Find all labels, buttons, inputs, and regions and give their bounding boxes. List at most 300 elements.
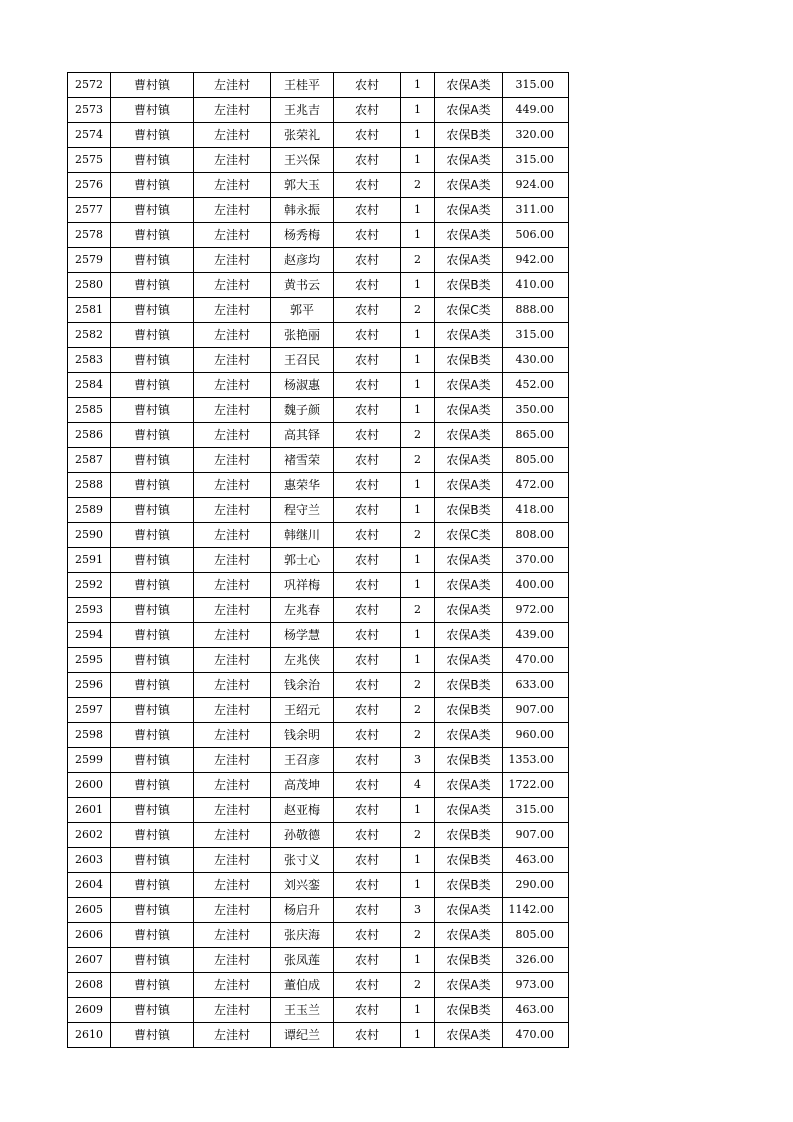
table-row: [68, 398, 569, 423]
person-count-cell: 1: [401, 548, 435, 573]
household-type-cell: 农村: [334, 798, 401, 823]
category-cell: 农保A类: [435, 323, 503, 348]
row-id-cell: 2599: [68, 748, 111, 773]
town-cell: 曹村镇: [111, 623, 194, 648]
table-row: [68, 973, 569, 998]
town-cell: 曹村镇: [111, 723, 194, 748]
person-count-cell: 2: [401, 523, 435, 548]
category-cell: 农保A类: [435, 1023, 503, 1048]
name-cell: 王兆吉: [271, 98, 334, 123]
table-row: [68, 873, 569, 898]
person-count-cell: 1: [401, 273, 435, 298]
person-count-cell: 3: [401, 898, 435, 923]
category-cell: 农保B类: [435, 873, 503, 898]
amount-cell: 924.00: [503, 173, 569, 198]
category-cell: 农保B类: [435, 948, 503, 973]
amount-cell: 290.00: [503, 873, 569, 898]
name-cell: 王绍元: [271, 698, 334, 723]
person-count-cell: 1: [401, 573, 435, 598]
row-id-cell: 2581: [68, 298, 111, 323]
category-cell: 农保B类: [435, 823, 503, 848]
person-count-cell: 3: [401, 748, 435, 773]
name-cell: 郭大玉: [271, 173, 334, 198]
row-id-cell: 2601: [68, 798, 111, 823]
category-cell: 农保A类: [435, 423, 503, 448]
amount-cell: 633.00: [503, 673, 569, 698]
amount-cell: 1353.00: [503, 748, 569, 773]
name-cell: 郭平: [271, 298, 334, 323]
household-type-cell: 农村: [334, 948, 401, 973]
row-id-cell: 2600: [68, 773, 111, 798]
village-cell: 左洼村: [194, 498, 271, 523]
amount-cell: 960.00: [503, 723, 569, 748]
village-cell: 左洼村: [194, 723, 271, 748]
row-id-cell: 2596: [68, 673, 111, 698]
row-id-cell: 2586: [68, 423, 111, 448]
town-cell: 曹村镇: [111, 923, 194, 948]
name-cell: 郭士心: [271, 548, 334, 573]
category-cell: 农保A类: [435, 548, 503, 573]
name-cell: 杨秀梅: [271, 223, 334, 248]
town-cell: 曹村镇: [111, 223, 194, 248]
category-cell: 农保A类: [435, 98, 503, 123]
village-cell: 左洼村: [194, 323, 271, 348]
town-cell: 曹村镇: [111, 498, 194, 523]
amount-cell: 506.00: [503, 223, 569, 248]
household-type-cell: 农村: [334, 498, 401, 523]
village-cell: 左洼村: [194, 673, 271, 698]
table-row: [68, 623, 569, 648]
table-row: [68, 898, 569, 923]
person-count-cell: 2: [401, 598, 435, 623]
category-cell: 农保A类: [435, 173, 503, 198]
household-type-cell: 农村: [334, 198, 401, 223]
name-cell: 王桂平: [271, 73, 334, 98]
household-type-cell: 农村: [334, 473, 401, 498]
category-cell: 农保A类: [435, 648, 503, 673]
person-count-cell: 1: [401, 98, 435, 123]
person-count-cell: 1: [401, 498, 435, 523]
amount-cell: 805.00: [503, 448, 569, 473]
village-cell: 左洼村: [194, 548, 271, 573]
table-row: [68, 823, 569, 848]
category-cell: 农保A类: [435, 798, 503, 823]
amount-cell: 350.00: [503, 398, 569, 423]
category-cell: 农保C类: [435, 523, 503, 548]
town-cell: 曹村镇: [111, 148, 194, 173]
category-cell: 农保A类: [435, 223, 503, 248]
table-row: [68, 98, 569, 123]
row-id-cell: 2593: [68, 598, 111, 623]
table-row: [68, 673, 569, 698]
village-cell: 左洼村: [194, 573, 271, 598]
name-cell: 杨学慧: [271, 623, 334, 648]
village-cell: 左洼村: [194, 823, 271, 848]
amount-cell: 973.00: [503, 973, 569, 998]
person-count-cell: 2: [401, 298, 435, 323]
household-type-cell: 农村: [334, 848, 401, 873]
amount-cell: 470.00: [503, 1023, 569, 1048]
row-id-cell: 2606: [68, 923, 111, 948]
town-cell: 曹村镇: [111, 798, 194, 823]
category-cell: 农保A类: [435, 373, 503, 398]
town-cell: 曹村镇: [111, 698, 194, 723]
category-cell: 农保B类: [435, 698, 503, 723]
household-type-cell: 农村: [334, 698, 401, 723]
household-type-cell: 农村: [334, 648, 401, 673]
table-row: [68, 73, 569, 98]
amount-cell: 972.00: [503, 598, 569, 623]
village-cell: 左洼村: [194, 273, 271, 298]
name-cell: 惠荣华: [271, 473, 334, 498]
person-count-cell: 1: [401, 998, 435, 1023]
name-cell: 王召彦: [271, 748, 334, 773]
row-id-cell: 2587: [68, 448, 111, 473]
table-row: [68, 773, 569, 798]
table-row: [68, 923, 569, 948]
category-cell: 农保B类: [435, 748, 503, 773]
row-id-cell: 2578: [68, 223, 111, 248]
amount-cell: 463.00: [503, 998, 569, 1023]
town-cell: 曹村镇: [111, 773, 194, 798]
category-cell: 农保A类: [435, 773, 503, 798]
household-type-cell: 农村: [334, 898, 401, 923]
household-type-cell: 农村: [334, 173, 401, 198]
amount-cell: 470.00: [503, 648, 569, 673]
category-cell: 农保A类: [435, 198, 503, 223]
name-cell: 杨启升: [271, 898, 334, 923]
person-count-cell: 1: [401, 848, 435, 873]
household-type-cell: 农村: [334, 273, 401, 298]
row-id-cell: 2585: [68, 398, 111, 423]
village-cell: 左洼村: [194, 798, 271, 823]
amount-cell: 410.00: [503, 273, 569, 298]
name-cell: 张庆海: [271, 923, 334, 948]
household-type-cell: 农村: [334, 323, 401, 348]
person-count-cell: 1: [401, 373, 435, 398]
person-count-cell: 1: [401, 198, 435, 223]
town-cell: 曹村镇: [111, 73, 194, 98]
household-type-cell: 农村: [334, 873, 401, 898]
village-cell: 左洼村: [194, 348, 271, 373]
row-id-cell: 2575: [68, 148, 111, 173]
village-cell: 左洼村: [194, 98, 271, 123]
row-id-cell: 2573: [68, 98, 111, 123]
household-type-cell: 农村: [334, 723, 401, 748]
name-cell: 王玉兰: [271, 998, 334, 1023]
town-cell: 曹村镇: [111, 873, 194, 898]
person-count-cell: 1: [401, 873, 435, 898]
row-id-cell: 2590: [68, 523, 111, 548]
name-cell: 王召民: [271, 348, 334, 373]
person-count-cell: 2: [401, 973, 435, 998]
town-cell: 曹村镇: [111, 348, 194, 373]
category-cell: 农保A类: [435, 148, 503, 173]
town-cell: 曹村镇: [111, 473, 194, 498]
row-id-cell: 2582: [68, 323, 111, 348]
name-cell: 赵亚梅: [271, 798, 334, 823]
town-cell: 曹村镇: [111, 948, 194, 973]
village-cell: 左洼村: [194, 1023, 271, 1048]
amount-cell: 400.00: [503, 573, 569, 598]
amount-cell: 315.00: [503, 798, 569, 823]
category-cell: 农保A类: [435, 73, 503, 98]
category-cell: 农保A类: [435, 898, 503, 923]
village-cell: 左洼村: [194, 898, 271, 923]
town-cell: 曹村镇: [111, 748, 194, 773]
row-id-cell: 2595: [68, 648, 111, 673]
household-type-cell: 农村: [334, 823, 401, 848]
row-id-cell: 2572: [68, 73, 111, 98]
name-cell: 张寸义: [271, 848, 334, 873]
town-cell: 曹村镇: [111, 848, 194, 873]
amount-cell: 311.00: [503, 198, 569, 223]
table-row: [68, 423, 569, 448]
table-row: [68, 698, 569, 723]
category-cell: 农保A类: [435, 598, 503, 623]
village-cell: 左洼村: [194, 998, 271, 1023]
category-cell: 农保B类: [435, 348, 503, 373]
table-row: [68, 598, 569, 623]
row-id-cell: 2602: [68, 823, 111, 848]
town-cell: 曹村镇: [111, 673, 194, 698]
table-row: [68, 998, 569, 1023]
category-cell: 农保A类: [435, 248, 503, 273]
table-row: [68, 498, 569, 523]
amount-cell: 805.00: [503, 923, 569, 948]
town-cell: 曹村镇: [111, 573, 194, 598]
town-cell: 曹村镇: [111, 373, 194, 398]
town-cell: 曹村镇: [111, 448, 194, 473]
person-count-cell: 1: [401, 123, 435, 148]
category-cell: 农保B类: [435, 998, 503, 1023]
row-id-cell: 2577: [68, 198, 111, 223]
village-cell: 左洼村: [194, 473, 271, 498]
town-cell: 曹村镇: [111, 548, 194, 573]
household-type-cell: 农村: [334, 348, 401, 373]
town-cell: 曹村镇: [111, 323, 194, 348]
town-cell: 曹村镇: [111, 598, 194, 623]
table-row: [68, 198, 569, 223]
household-type-cell: 农村: [334, 598, 401, 623]
name-cell: 刘兴銮: [271, 873, 334, 898]
amount-cell: 370.00: [503, 548, 569, 573]
town-cell: 曹村镇: [111, 198, 194, 223]
table-row: [68, 173, 569, 198]
person-count-cell: 2: [401, 248, 435, 273]
name-cell: 张荣礼: [271, 123, 334, 148]
table-row: [68, 123, 569, 148]
table-row: [68, 573, 569, 598]
person-count-cell: 1: [401, 798, 435, 823]
table-body: [68, 73, 569, 1048]
village-cell: 左洼村: [194, 948, 271, 973]
category-cell: 农保A类: [435, 473, 503, 498]
category-cell: 农保B类: [435, 498, 503, 523]
row-id-cell: 2576: [68, 173, 111, 198]
household-type-cell: 农村: [334, 373, 401, 398]
town-cell: 曹村镇: [111, 823, 194, 848]
village-cell: 左洼村: [194, 173, 271, 198]
household-type-cell: 农村: [334, 523, 401, 548]
town-cell: 曹村镇: [111, 248, 194, 273]
person-count-cell: 1: [401, 148, 435, 173]
name-cell: 高茂坤: [271, 773, 334, 798]
amount-cell: 888.00: [503, 298, 569, 323]
name-cell: 钱余明: [271, 723, 334, 748]
village-cell: 左洼村: [194, 148, 271, 173]
category-cell: 农保A类: [435, 723, 503, 748]
household-type-cell: 农村: [334, 223, 401, 248]
person-count-cell: 1: [401, 1023, 435, 1048]
amount-cell: 326.00: [503, 948, 569, 973]
row-id-cell: 2594: [68, 623, 111, 648]
category-cell: 农保B类: [435, 123, 503, 148]
village-cell: 左洼村: [194, 923, 271, 948]
category-cell: 农保B类: [435, 848, 503, 873]
amount-cell: 439.00: [503, 623, 569, 648]
category-cell: 农保A类: [435, 398, 503, 423]
name-cell: 韩永振: [271, 198, 334, 223]
row-id-cell: 2583: [68, 348, 111, 373]
row-id-cell: 2603: [68, 848, 111, 873]
amount-cell: 315.00: [503, 323, 569, 348]
town-cell: 曹村镇: [111, 998, 194, 1023]
household-type-cell: 农村: [334, 573, 401, 598]
town-cell: 曹村镇: [111, 298, 194, 323]
person-count-cell: 1: [401, 948, 435, 973]
table-row: [68, 748, 569, 773]
category-cell: 农保A类: [435, 923, 503, 948]
town-cell: 曹村镇: [111, 98, 194, 123]
name-cell: 董伯成: [271, 973, 334, 998]
table-row: [68, 648, 569, 673]
village-cell: 左洼村: [194, 398, 271, 423]
household-type-cell: 农村: [334, 1023, 401, 1048]
amount-cell: 320.00: [503, 123, 569, 148]
name-cell: 孙敬德: [271, 823, 334, 848]
town-cell: 曹村镇: [111, 648, 194, 673]
amount-cell: 418.00: [503, 498, 569, 523]
village-cell: 左洼村: [194, 523, 271, 548]
amount-cell: 907.00: [503, 823, 569, 848]
person-count-cell: 2: [401, 423, 435, 448]
town-cell: 曹村镇: [111, 898, 194, 923]
name-cell: 程守兰: [271, 498, 334, 523]
table-row: [68, 948, 569, 973]
amount-cell: 865.00: [503, 423, 569, 448]
person-count-cell: 2: [401, 673, 435, 698]
village-cell: 左洼村: [194, 973, 271, 998]
table-row: [68, 323, 569, 348]
name-cell: 谭纪兰: [271, 1023, 334, 1048]
town-cell: 曹村镇: [111, 1023, 194, 1048]
person-count-cell: 1: [401, 223, 435, 248]
table-row: [68, 1023, 569, 1048]
village-cell: 左洼村: [194, 298, 271, 323]
category-cell: 农保A类: [435, 573, 503, 598]
village-cell: 左洼村: [194, 423, 271, 448]
household-type-cell: 农村: [334, 748, 401, 773]
row-id-cell: 2607: [68, 948, 111, 973]
name-cell: 黄书云: [271, 273, 334, 298]
household-type-cell: 农村: [334, 548, 401, 573]
household-type-cell: 农村: [334, 448, 401, 473]
name-cell: 赵彦均: [271, 248, 334, 273]
household-type-cell: 农村: [334, 623, 401, 648]
name-cell: 韩继川: [271, 523, 334, 548]
village-cell: 左洼村: [194, 648, 271, 673]
amount-cell: 315.00: [503, 148, 569, 173]
name-cell: 高其铎: [271, 423, 334, 448]
village-cell: 左洼村: [194, 223, 271, 248]
town-cell: 曹村镇: [111, 123, 194, 148]
person-count-cell: 1: [401, 473, 435, 498]
household-type-cell: 农村: [334, 773, 401, 798]
row-id-cell: 2591: [68, 548, 111, 573]
village-cell: 左洼村: [194, 623, 271, 648]
name-cell: 左兆侠: [271, 648, 334, 673]
village-cell: 左洼村: [194, 773, 271, 798]
row-id-cell: 2610: [68, 1023, 111, 1048]
household-type-cell: 农村: [334, 923, 401, 948]
village-cell: 左洼村: [194, 73, 271, 98]
table-row: [68, 373, 569, 398]
row-id-cell: 2589: [68, 498, 111, 523]
name-cell: 王兴保: [271, 148, 334, 173]
name-cell: 杨淑惠: [271, 373, 334, 398]
village-cell: 左洼村: [194, 848, 271, 873]
amount-cell: 942.00: [503, 248, 569, 273]
row-id-cell: 2588: [68, 473, 111, 498]
person-count-cell: 2: [401, 173, 435, 198]
person-count-cell: 2: [401, 448, 435, 473]
amount-cell: 315.00: [503, 73, 569, 98]
table-row: [68, 248, 569, 273]
village-cell: 左洼村: [194, 598, 271, 623]
row-id-cell: 2605: [68, 898, 111, 923]
person-count-cell: 1: [401, 623, 435, 648]
person-count-cell: 1: [401, 323, 435, 348]
town-cell: 曹村镇: [111, 273, 194, 298]
person-count-cell: 2: [401, 923, 435, 948]
row-id-cell: 2592: [68, 573, 111, 598]
row-id-cell: 2598: [68, 723, 111, 748]
town-cell: 曹村镇: [111, 423, 194, 448]
person-count-cell: 1: [401, 73, 435, 98]
village-cell: 左洼村: [194, 448, 271, 473]
household-type-cell: 农村: [334, 73, 401, 98]
table-row: [68, 473, 569, 498]
household-type-cell: 农村: [334, 673, 401, 698]
household-type-cell: 农村: [334, 123, 401, 148]
table-row: [68, 523, 569, 548]
row-id-cell: 2597: [68, 698, 111, 723]
table-row: [68, 273, 569, 298]
amount-cell: 1142.00: [503, 898, 569, 923]
table-row: [68, 848, 569, 873]
town-cell: 曹村镇: [111, 973, 194, 998]
village-cell: 左洼村: [194, 698, 271, 723]
village-cell: 左洼村: [194, 873, 271, 898]
household-type-cell: 农村: [334, 298, 401, 323]
row-id-cell: 2608: [68, 973, 111, 998]
household-type-cell: 农村: [334, 998, 401, 1023]
person-count-cell: 1: [401, 348, 435, 373]
amount-cell: 449.00: [503, 98, 569, 123]
village-cell: 左洼村: [194, 373, 271, 398]
person-count-cell: 4: [401, 773, 435, 798]
